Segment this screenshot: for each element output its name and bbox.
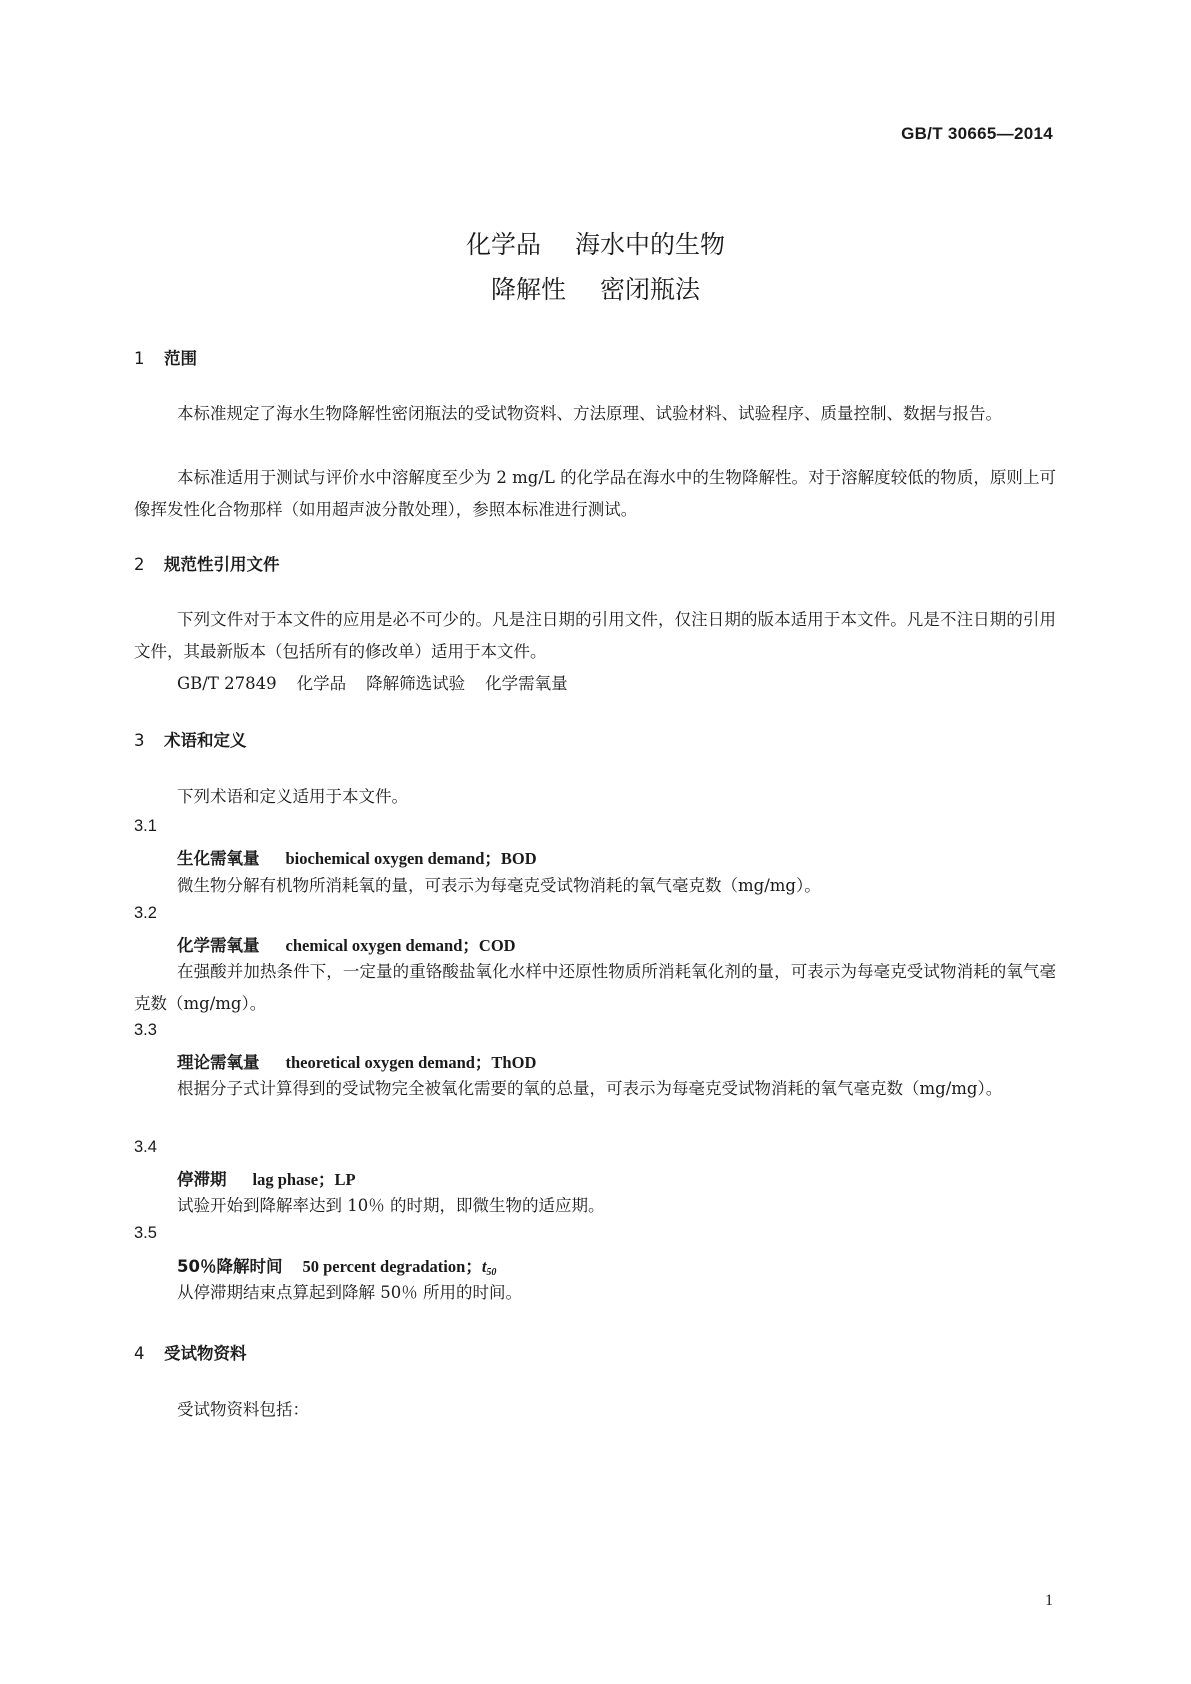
title-part: 密闭瓶法	[600, 275, 701, 304]
section-2-paragraph-1: 下列文件对于本文件的应用是必不可少的。凡是注日期的引用文件，仅注日期的版本适用于本文件。凡是不注日期的引用文件，其最新版本（包括所有的修改单）适用于本文件。	[134, 610, 1056, 661]
term-zh: 50％降解时间	[177, 1257, 283, 1276]
section-title: 范围	[164, 349, 197, 368]
section-1-heading	[134, 345, 197, 369]
section-2-heading	[134, 551, 280, 575]
term-number: 3.4	[134, 1138, 157, 1156]
term-definition: 在强酸并加热条件下，一定量的重铬酸盐氧化水样中还原性物质所消耗氧化剂的量，可表示为每毫克受试物消耗的氧气毫克数（mg/mg）。	[134, 962, 1056, 1013]
section-3-heading	[134, 727, 247, 751]
term-en: 50 percent degradation；	[302, 1257, 482, 1276]
normative-reference	[177, 670, 568, 694]
section-number: 4	[134, 1344, 145, 1363]
term-entry	[177, 845, 537, 869]
term-definition: 从停滞期结束点算起到降解 50％ 所用的时间。	[177, 1283, 522, 1302]
section-4-heading	[134, 1340, 247, 1364]
section-number: 3	[134, 731, 145, 750]
title-line-1	[0, 222, 1191, 267]
title-part: 化学品	[465, 230, 541, 259]
title-part: 海水中的生物	[575, 230, 726, 259]
section-title: 规范性引用文件	[164, 555, 280, 574]
term-entry	[177, 1049, 536, 1073]
section-1-paragraph-1: 本标准规定了海水生物降解性密闭瓶法的受试物资料、方法原理、试验材料、试验程序、质量控制、数据与报告。	[177, 404, 1002, 423]
section-number: 1	[134, 349, 145, 368]
standard-number: GB/T 30665—2014	[901, 124, 1053, 143]
reference-title-part: 降解筛选试验	[366, 674, 466, 693]
term-number: 3.5	[134, 1224, 157, 1242]
term-en: theoretical oxygen demand；ThOD	[285, 1053, 537, 1072]
term-zh: 停滞期	[177, 1170, 227, 1189]
term-zh: 理论需氧量	[177, 1053, 260, 1072]
document-title	[0, 222, 1191, 312]
term-en: chemical oxygen demand；COD	[285, 936, 516, 955]
reference-title-part: 化学需氧量	[485, 674, 568, 693]
page-number: 1	[1045, 1592, 1053, 1609]
reference-code: GB/T 27849	[177, 674, 277, 693]
term-definition: 试验开始到降解率达到 10％ 的时期，即微生物的适应期。	[177, 1196, 605, 1215]
term-zh: 化学需氧量	[177, 936, 260, 955]
section-title: 受试物资料	[164, 1344, 247, 1363]
term-definition: 根据分子式计算得到的受试物完全被氧化需要的氧的总量，可表示为每毫克受试物消耗的氧气毫克数（mg/mg）。	[177, 1079, 1003, 1098]
term-en: biochemical oxygen demand；BOD	[285, 849, 537, 868]
term-symbol-subscript: 50	[486, 1267, 497, 1278]
term-number: 3.2	[134, 904, 157, 922]
term-en: lag phase；LP	[252, 1170, 356, 1189]
term-symbol: t	[481, 1257, 487, 1276]
term-entry	[177, 1166, 356, 1190]
term-number: 3.3	[134, 1021, 157, 1039]
section-1-paragraph-2: 本标准适用于测试与评价水中溶解度至少为 2 mg/L 的化学品在海水中的生物降解性。对于溶解度较低的物质，原则上可像挥发性化合物那样（如用超声波分散处理），参照本标准进行测试。	[134, 468, 1056, 519]
section-number: 2	[134, 555, 145, 574]
section-3-intro: 下列术语和定义适用于本文件。	[177, 787, 408, 806]
section-title: 术语和定义	[164, 731, 247, 750]
term-number: 3.1	[134, 817, 157, 835]
term-zh: 生化需氧量	[177, 849, 260, 868]
title-part: 降解性	[490, 275, 566, 304]
reference-title-part: 化学品	[296, 674, 347, 693]
term-entry	[177, 1253, 496, 1278]
section-4-paragraph-1: 受试物资料包括：	[177, 1400, 309, 1419]
title-line-2	[0, 267, 1191, 312]
term-definition: 微生物分解有机物所消耗氧的量，可表示为每毫克受试物消耗的氧气毫克数（mg/mg）。	[177, 876, 821, 895]
term-entry	[177, 932, 516, 956]
